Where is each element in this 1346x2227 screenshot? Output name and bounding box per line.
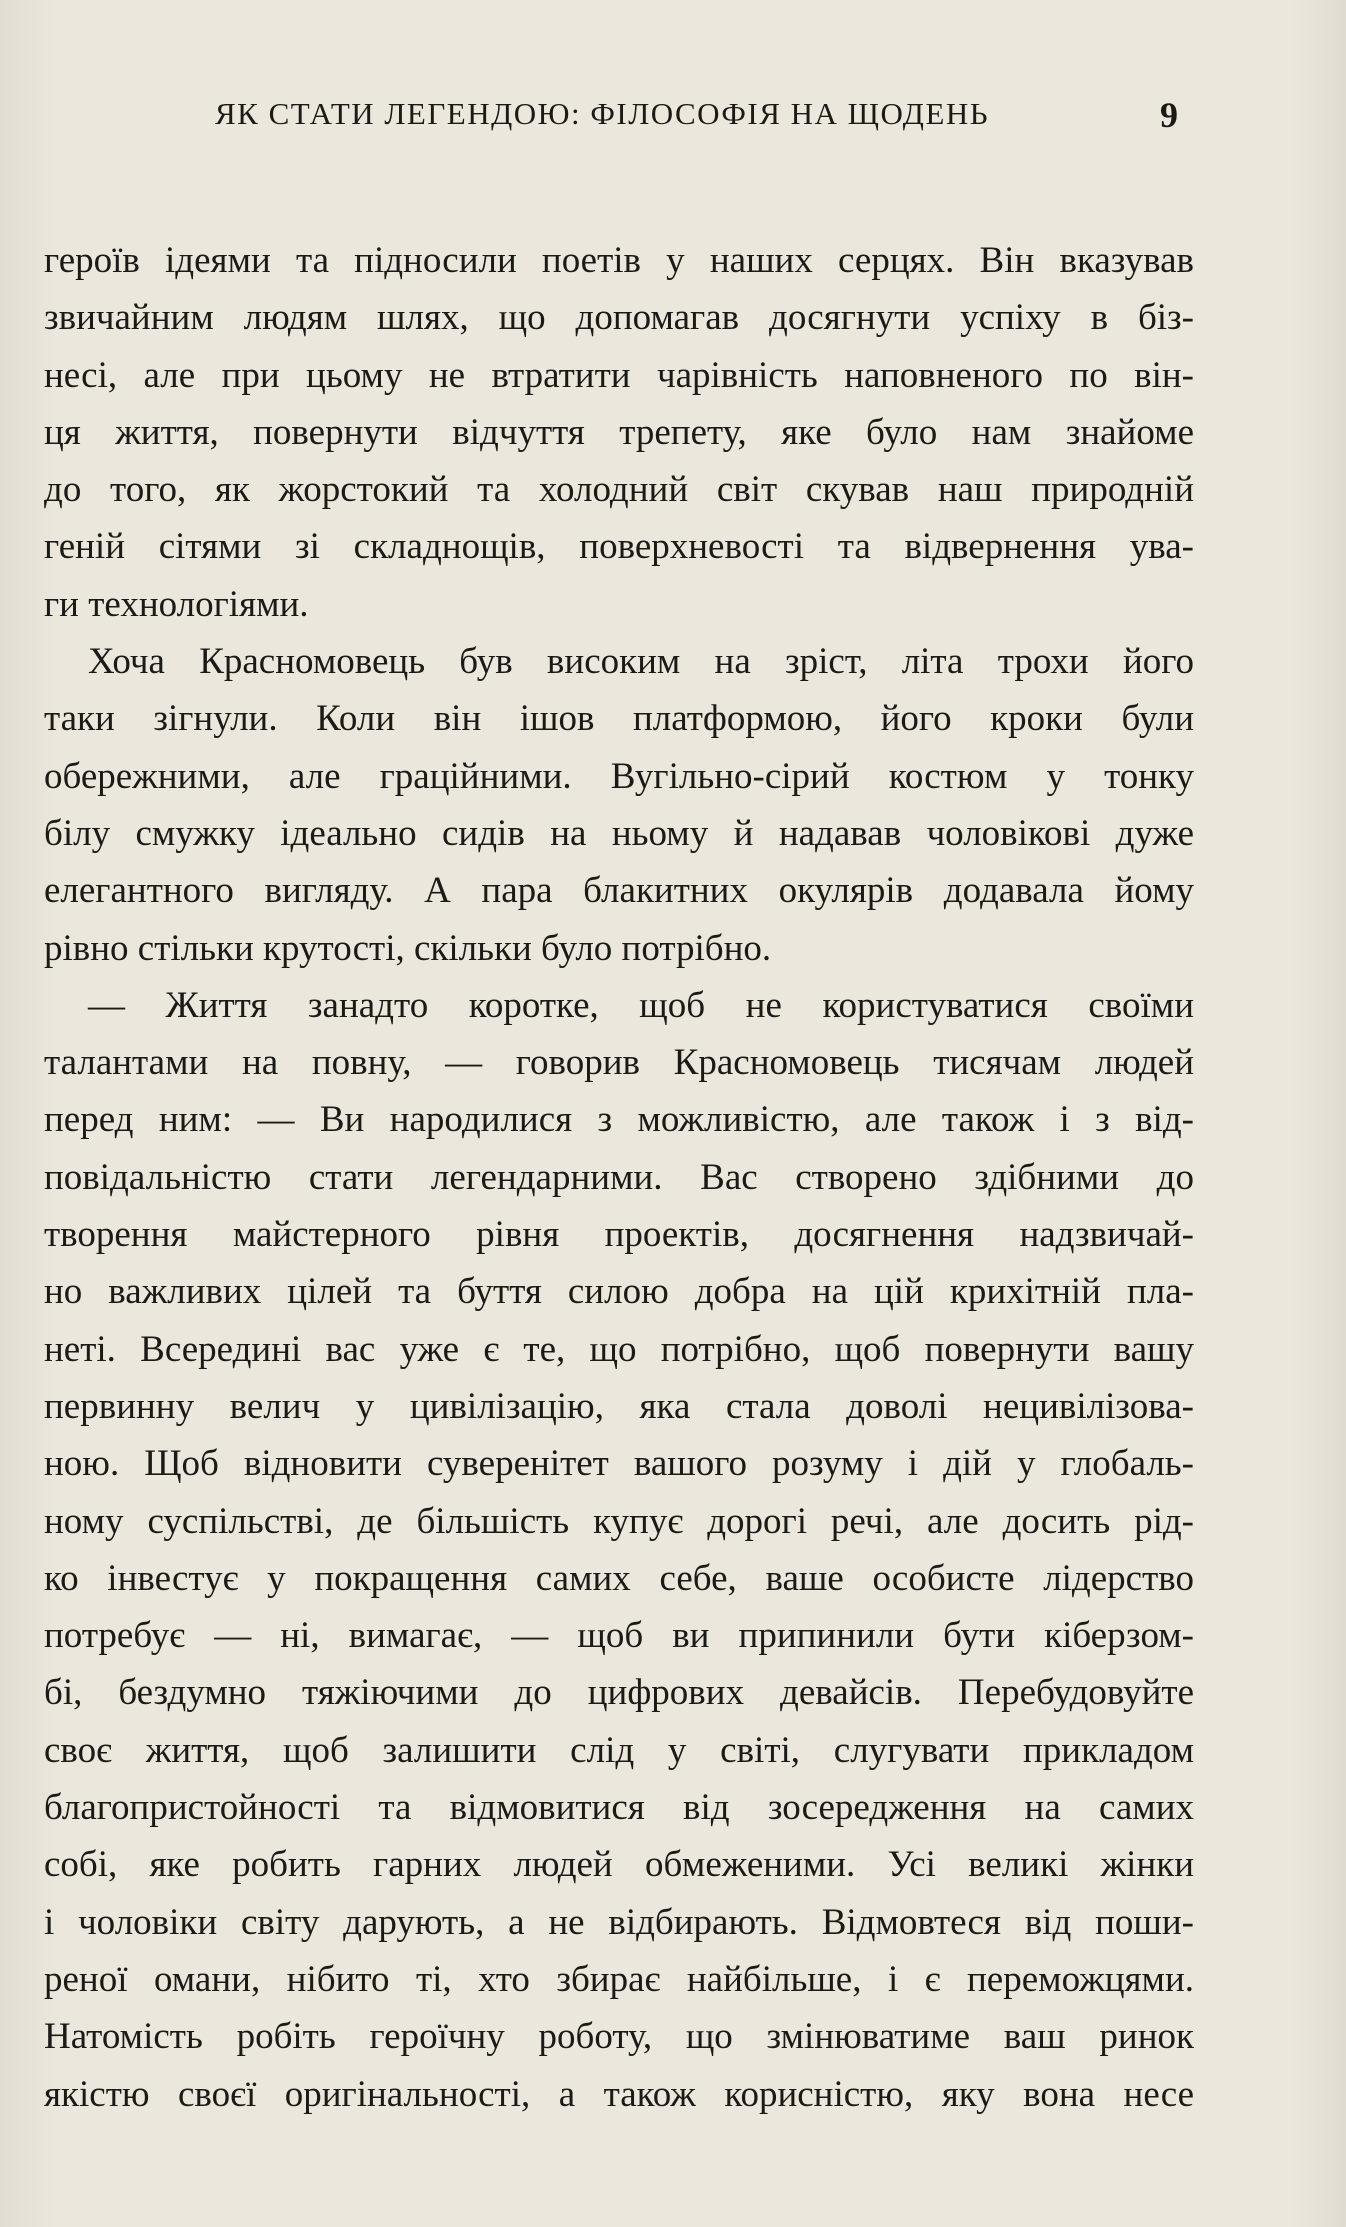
paragraph-2 — [44, 633, 1194, 977]
text-line: геній сітями зі складнощів, поверхневості та відвернення ува- — [44, 526, 1194, 568]
text-line: своє життя, щоб залишити слід у світі, слугувати прикладом — [44, 1729, 1194, 1771]
text-line: елегантного вигляду. А пара блакитних окулярів додавала йому — [44, 870, 1194, 912]
text-line: якістю своєї оригінальності, а також корисністю, яку вона несе — [44, 2073, 1194, 2115]
text-line: талантами на повну, — говорив Красномовець тисячам людей — [44, 1042, 1194, 1084]
text-line: Хоча Красномовець був високим на зріст, літа трохи його — [88, 641, 1194, 683]
text-line: таки зігнули. Коли він ішов платформою, його кроки були — [44, 698, 1194, 740]
text-line: ця життя, повернути відчуття трепету, яке було нам знайоме — [44, 411, 1194, 453]
text-line: несі, але при цьому не втратити чарівність наповненого по він- — [44, 354, 1194, 396]
text-line: — Життя занадто коротке, щоб не користуватися своїми — [88, 984, 1194, 1026]
text-line: собі, яке робить гарних людей обмеженими. Усі великі жінки — [44, 1844, 1194, 1886]
text-line: бі, бездумно тяжіючими до цифрових девайсів. Перебудовуйте — [44, 1672, 1194, 1714]
paragraph-1 — [44, 232, 1194, 633]
text-line: но важливих цілей та буття силою добра на цій крихітній пла- — [44, 1271, 1194, 1313]
text-line: ги технологіями. — [44, 583, 309, 625]
text-line: білу смужку ідеально сидів на ньому й надавав чоловікові дуже — [44, 812, 1194, 854]
paragraph-3 — [44, 977, 1194, 2123]
text-line: ко інвестує у покращення самих себе, ваше особисте лідерство — [44, 1557, 1194, 1599]
text-line: первинну велич у цивілізацію, яка стала доволі нецивілізова- — [44, 1385, 1194, 1427]
text-line: благопристойності та відмовитися від зосередження на самих — [44, 1787, 1194, 1829]
text-line: реної омани, нібито ті, хто збирає найбільше, і є переможцями. — [44, 1958, 1194, 2000]
running-title: ЯК СТАТИ ЛЕГЕНДОЮ: ФІЛОСОФІЯ НА ЩОДЕНЬ — [215, 96, 990, 131]
text-line: потребує — ні, вимагає, — щоб ви припинили бути кіберзом- — [44, 1615, 1194, 1657]
text-line: повідальністю стати легендарними. Вас створено здібними до — [44, 1156, 1194, 1198]
page-number: 9 — [1160, 95, 1178, 135]
text-line: рівно стільки крутості, скільки було потрібно. — [44, 927, 772, 969]
text-line: неті. Всередині вас уже є те, що потрібно, щоб повернути вашу — [44, 1328, 1194, 1370]
text-line: обережними, але граційними. Вугільно-сірий костюм у тонку — [44, 755, 1194, 797]
text-line: творення майстерного рівня проектів, досягнення надзвичай- — [44, 1214, 1194, 1256]
text-line: Натомість робіть героїчну роботу, що змінюватиме ваш ринок — [44, 2016, 1194, 2058]
body-text — [44, 232, 1194, 2123]
text-line: ному суспільстві, де більшість купує дорогі речі, але досить рід- — [44, 1500, 1194, 1542]
text-line: звичайним людям шлях, що допомагав досягнути успіху в біз- — [44, 297, 1194, 339]
running-header — [0, 96, 1346, 146]
text-line: ною. Щоб відновити суверенітет вашого розуму і дій у глобаль- — [44, 1443, 1194, 1485]
text-line: і чоловіки світу дарують, а не відбирають. Відмовтеся від поши- — [44, 1901, 1194, 1943]
text-line: перед ним: — Ви народилися з можливістю, але також і з від- — [44, 1099, 1194, 1141]
text-line: героїв ідеями та підносили поетів у наших серцях. Він вказував — [44, 240, 1194, 281]
text-line: до того, як жорстокий та холодний світ скував наш природній — [44, 469, 1194, 511]
